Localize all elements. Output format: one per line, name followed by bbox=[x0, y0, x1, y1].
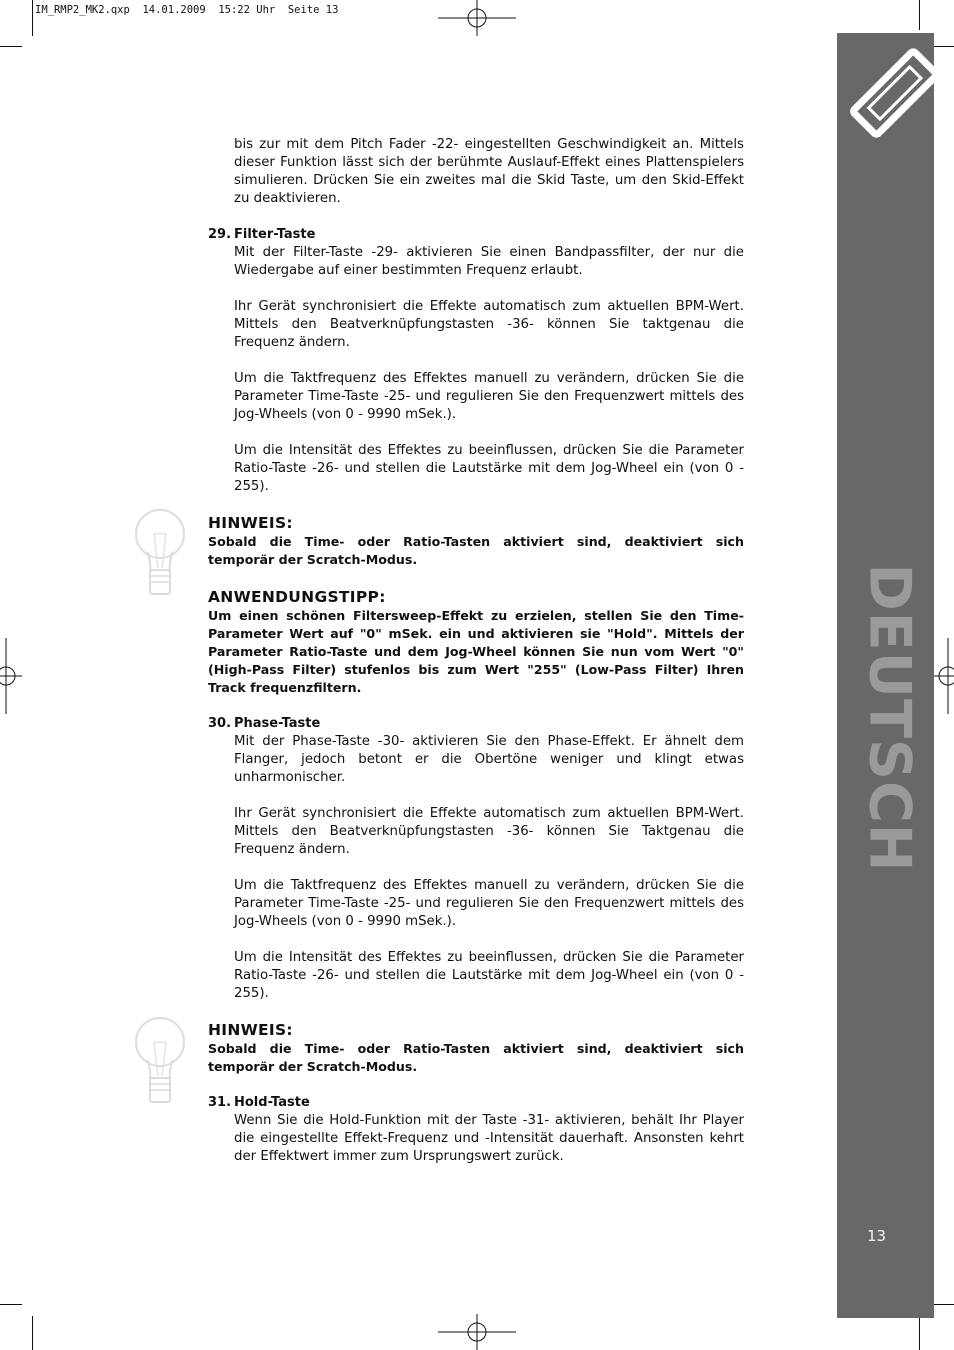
main-content bbox=[208, 136, 744, 1166]
light-bulb-icon bbox=[132, 1014, 188, 1106]
section-heading-30: 30. Phase-Taste bbox=[208, 716, 321, 731]
section-30-paragraph: Mit der Phase-Taste -30- aktivieren Sie den Phase-Effekt. Er ähnelt dem Flanger, jedoch betont er die Obertöne weniger und klingt etwas unharmonischer. bbox=[234, 734, 744, 785]
registration-mark-icon bbox=[438, 1314, 516, 1350]
print-slug: IM_RMP2_MK2.qxp 14.01.2009 15:22 Uhr Seite 13 bbox=[35, 4, 339, 16]
light-bulb-icon bbox=[132, 506, 188, 598]
section-30-paragraph: Um die Intensität des Effektes zu beeinflussen, drücken Sie die Parameter Ratio-Taste -26- und stellen die Lautstärke mit dem Jog-Wheel ein (von 0 - 255). bbox=[234, 950, 744, 1001]
section-heading-29: 29. Filter-Taste bbox=[208, 227, 316, 242]
section-29-paragraph: Um die Intensität des Effektes zu beeinflussen, drücken Sie die Parameter Ratio-Taste -26- und stellen die Lautstärke mit dem Jog-Wheel ein (von 0 - 255). bbox=[234, 443, 744, 494]
note-text: Sobald die Time- oder Ratio-Tasten aktiviert sind, deaktiviert sich temporär der Scratch-Modus. bbox=[208, 534, 744, 567]
side-tab bbox=[837, 33, 934, 1318]
note-title: HINWEIS: bbox=[208, 1021, 293, 1039]
page-number: 13 bbox=[867, 1227, 887, 1245]
brand-logo-icon bbox=[837, 33, 934, 163]
registration-mark-icon bbox=[438, 0, 516, 36]
language-label: DEUTSCH bbox=[856, 563, 923, 873]
note-text: Sobald die Time- oder Ratio-Tasten aktiviert sind, deaktiviert sich temporär der Scratch-Modus. bbox=[208, 1041, 744, 1074]
intro-paragraph: bis zur mit dem Pitch Fader -22- eingestellten Geschwindigkeit an. Mittels dieser Funktion lässt sich der berühmte Auslauf-Effekt eines Plattenspielers simulieren. Drücken Sie ein zweites mal die Skid Taste, um den Skid-Effekt zu deaktivieren. bbox=[234, 137, 744, 206]
section-31-paragraph: Wenn Sie die Hold-Funktion mit der Taste -31- aktivieren, behält Ihr Player die eingestellte Effekt-Frequenz und -Intensität dauerhaft. Ansonsten kehrt der Effektwert immer zum Ursprungswert zurück. bbox=[234, 1113, 744, 1164]
registration-mark-icon bbox=[0, 638, 22, 714]
tip-text: Um einen schönen Filtersweep-Effekt zu erzielen, stellen Sie den Time-Parameter Wert auf "0" mSek. ein und aktivieren sie "Hold". Mittels der Parameter Ratio-Taste und dem Jog-Wheel können Sie nun vom Wert "0" (High-Pass Filter) stufenlos bis zum Wert "255" (Low-Pass Filter) Ihren Track frequenzfiltern. bbox=[208, 608, 744, 695]
section-29-paragraph: Um die Taktfrequenz des Effektes manuell zu verändern, drücken Sie die Parameter Time-Taste -25- und regulieren Sie den Frequenzwert mittels des Jog-Wheels (von 0 - 9990 mSek.). bbox=[234, 371, 744, 422]
section-29-paragraph: Ihr Gerät synchronisiert die Effekte automatisch zum aktuellen BPM-Wert. Mittels den Beatverknüpfungstasten -36- können Sie taktgenau die Frequenz ändern. bbox=[234, 299, 744, 350]
section-30-paragraph: Um die Taktfrequenz des Effektes manuell zu verändern, drücken Sie die Parameter Time-Taste -25- und regulieren Sie den Frequenzwert mittels des Jog-Wheels (von 0 - 9990 mSek.). bbox=[234, 878, 744, 929]
note-title: HINWEIS: bbox=[208, 514, 293, 532]
section-30-paragraph: Ihr Gerät synchronisiert die Effekte automatisch zum aktuellen BPM-Wert. Mittels den Beatverknüpfungstasten -36- können Sie Taktgenau die Frequenz ändern. bbox=[234, 806, 744, 857]
section-heading-31: 31. Hold-Taste bbox=[208, 1095, 310, 1110]
registration-mark-icon bbox=[934, 638, 954, 714]
section-29-paragraph: Mit der Filter-Taste -29- aktivieren Sie einen Bandpassfilter, der nur die Wiedergabe auf einer bestimmten Frequenz erlaubt. bbox=[234, 245, 744, 278]
tip-title: ANWENDUNGSTIPP: bbox=[208, 588, 386, 606]
